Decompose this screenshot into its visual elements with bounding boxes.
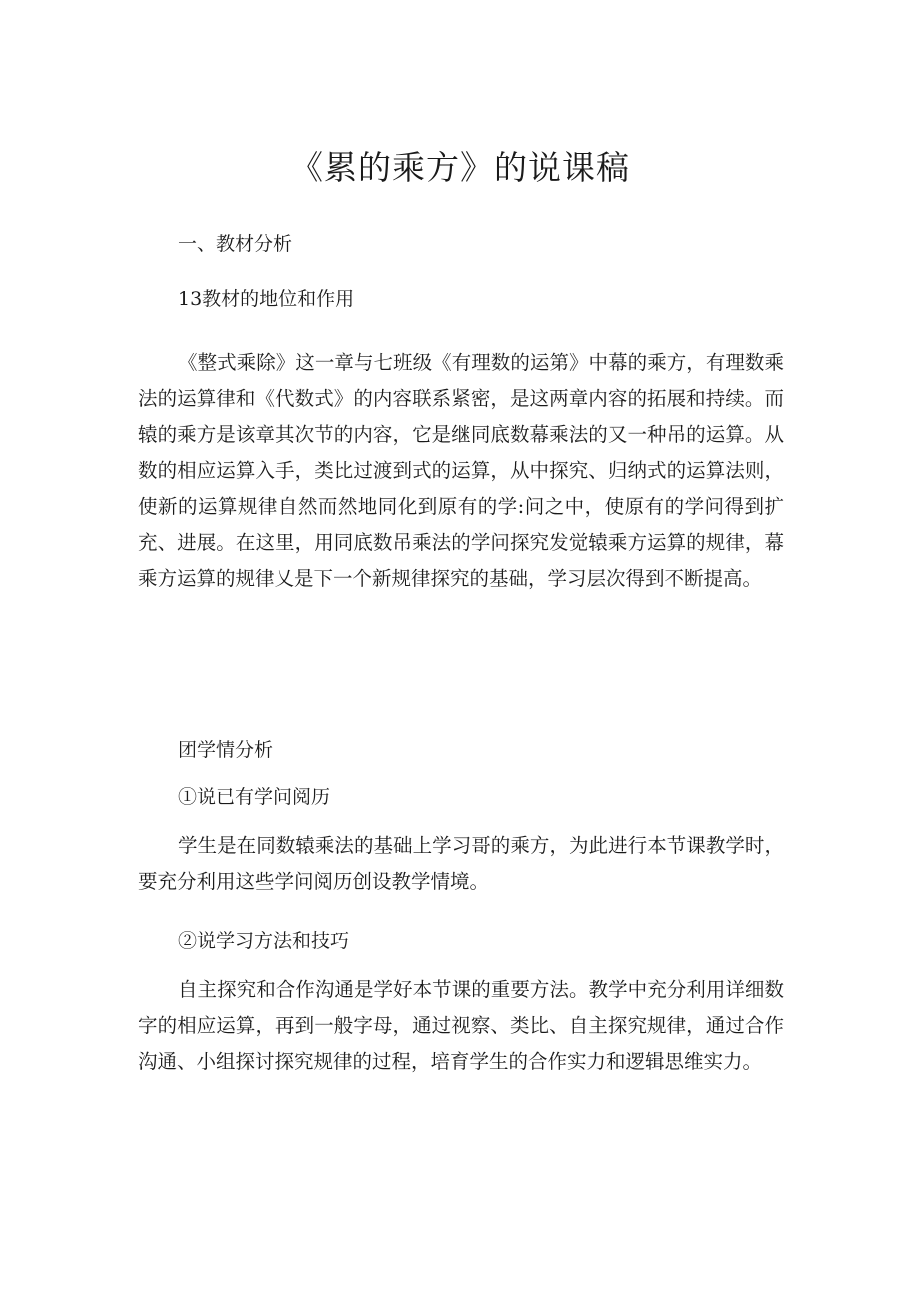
section-heading-textbook-analysis: 一、教材分析 [178, 233, 293, 255]
paragraph-learning-methods: 自主探究和合作沟通是学好本节课的重要方法。教学中充分利用详细数字的相应运算，再到一般字母，通过视察、类比、自主探究规律，通过合作沟通、小组探讨探究规律的过程，培育学生的合作实力和逻辑思维实力。 [138, 978, 784, 1073]
subsection-heading-student-analysis: 团学情分析 [178, 739, 274, 761]
item-heading-prior-experience: ①说已有学问阅历 [178, 786, 331, 808]
subsection-heading-status-and-role: 13教材的地位和作用 [178, 288, 355, 310]
paragraph-status-and-role: 《整式乘除》这一章与七班级《有理数的运第》中幕的乘方，有理数乘法的运算律和《代数式》的内容联系紧密，是这两章内容的拓展和持续。而辕的乘方是该章其次节的内容，它是继同底数幕乘法的又一种吊的运算。从数的相应运算入手，类比过渡到式的运算，从中探究、归纳式的运算法则，使新的运算规律自然而然地同化到原有的学:问之中，使原有的学问得到扩充、进展。在这里，用同底数吊乘法的学问探究发觉辕乘方运算的规律，幕乘方运算的规律乂是下一个新规律探究的基础，学习层次得到不断提高。 [138, 351, 784, 590]
document-title: 《累的乘方》的说课稿 [290, 148, 630, 187]
paragraph-prior-experience: 学生是在同数辕乘法的基础上学习哥的乘方，为此进行本节课教学时，要充分利用这些学问阅历创设教学情境。 [138, 834, 784, 893]
item-heading-learning-methods: ②说学习方法和技巧 [178, 930, 350, 952]
